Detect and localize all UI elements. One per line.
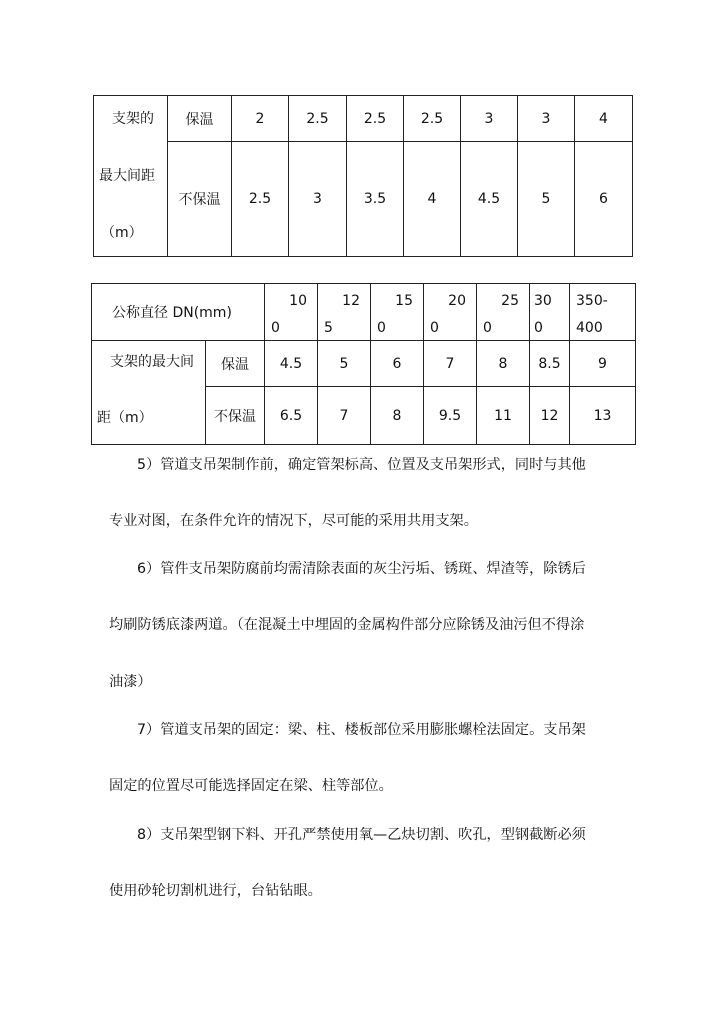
paragraph-line: 5）管道支吊架制作前，确定管架标高、位置及支吊架形式，同时与其他 bbox=[137, 457, 586, 473]
paragraph-line: 油漆） bbox=[109, 674, 152, 690]
paragraph-line: 固定的位置尽可能选择固定在梁、柱等部位。 bbox=[109, 778, 393, 794]
paragraph-line: 6）管件支吊架防腐前均需清除表面的灰尘污垢、锈斑、焊渣等，除锈后 bbox=[137, 561, 586, 577]
table1-cell: 3 bbox=[289, 142, 347, 257]
table2-dn-cell: 20 0 bbox=[424, 284, 477, 341]
table2-cell: 4.5 bbox=[265, 341, 318, 387]
table2-row-header bbox=[92, 341, 206, 445]
table2-cell: 7 bbox=[318, 387, 371, 445]
paragraph-line: 均刷防锈底漆两道。（在混凝土中埋固的金属构件部分应除锈及油污但不得涂 bbox=[109, 617, 585, 633]
table2-cell: 7 bbox=[424, 341, 477, 387]
table1-cell: 4 bbox=[575, 96, 633, 142]
table2-dn-cell: 12 5 bbox=[318, 284, 371, 341]
table1-cell: 2.5 bbox=[347, 96, 404, 142]
table2-cell: 9.5 bbox=[424, 387, 477, 445]
table1-cell: 4 bbox=[404, 142, 461, 257]
table1-cell: 6 bbox=[575, 142, 633, 257]
table1-cell: 3.5 bbox=[347, 142, 404, 257]
table2-cell: 13 bbox=[570, 387, 636, 445]
table1-row-label: 保温 bbox=[168, 96, 232, 142]
table1-cell: 2.5 bbox=[232, 142, 289, 257]
table1-cell: 4.5 bbox=[461, 142, 518, 257]
support-spacing-table-2 bbox=[91, 283, 636, 445]
table2-row-label: 不保温 bbox=[206, 387, 265, 445]
table2-header-label: 公称直径 DN(mm) bbox=[92, 284, 265, 341]
table1-row-header bbox=[94, 96, 168, 257]
table1-cell: 2.5 bbox=[404, 96, 461, 142]
table1-cell: 2.5 bbox=[289, 96, 347, 142]
table1-row-header-line3: （m） bbox=[101, 225, 143, 241]
paragraph-line: 8）支吊架型钢下料、开孔严禁使用氧—乙炔切割、吹孔，型钢截断必须 bbox=[137, 827, 586, 843]
support-spacing-table-1 bbox=[93, 95, 633, 257]
table2-cell: 6.5 bbox=[265, 387, 318, 445]
table1-cell: 3 bbox=[518, 96, 575, 142]
table1-cell: 5 bbox=[518, 142, 575, 257]
table2-dn-cell: 30 0 bbox=[530, 284, 570, 341]
table2-row-label: 保温 bbox=[206, 341, 265, 387]
table2-row-header-line1: 支架的最大间 bbox=[110, 354, 194, 370]
table2-dn-cell: 15 0 bbox=[371, 284, 424, 341]
paragraph-line: 专业对图，在条件允许的情况下，尽可能的采用共用支架。 bbox=[109, 513, 478, 529]
table1-row-header-line2: 最大间距 bbox=[99, 168, 155, 184]
table1-row-label: 不保温 bbox=[168, 142, 232, 257]
table2-dn-cell: 350- 400 bbox=[570, 284, 636, 341]
table2-cell: 12 bbox=[530, 387, 570, 445]
table2-dn-cell: 10 0 bbox=[265, 284, 318, 341]
table2-cell: 8 bbox=[371, 387, 424, 445]
paragraph-line: 7）管道支吊架的固定：梁、柱、楼板部位采用膨胀螺栓法固定。支吊架 bbox=[137, 722, 586, 738]
table2-dn-cell: 25 0 bbox=[477, 284, 530, 341]
table1-cell: 3 bbox=[461, 96, 518, 142]
table2-cell: 6 bbox=[371, 341, 424, 387]
table2-cell: 8 bbox=[477, 341, 530, 387]
table2-cell: 5 bbox=[318, 341, 371, 387]
table1-row-header-line1: 支架的 bbox=[112, 111, 154, 127]
table2-row-header-line2: 距（m） bbox=[97, 410, 153, 426]
table2-cell: 8.5 bbox=[530, 341, 570, 387]
table2-cell: 11 bbox=[477, 387, 530, 445]
paragraph-line: 使用砂轮切割机进行，台钻钻眼。 bbox=[109, 883, 322, 899]
table2-cell: 9 bbox=[570, 341, 636, 387]
table1-cell: 2 bbox=[232, 96, 289, 142]
